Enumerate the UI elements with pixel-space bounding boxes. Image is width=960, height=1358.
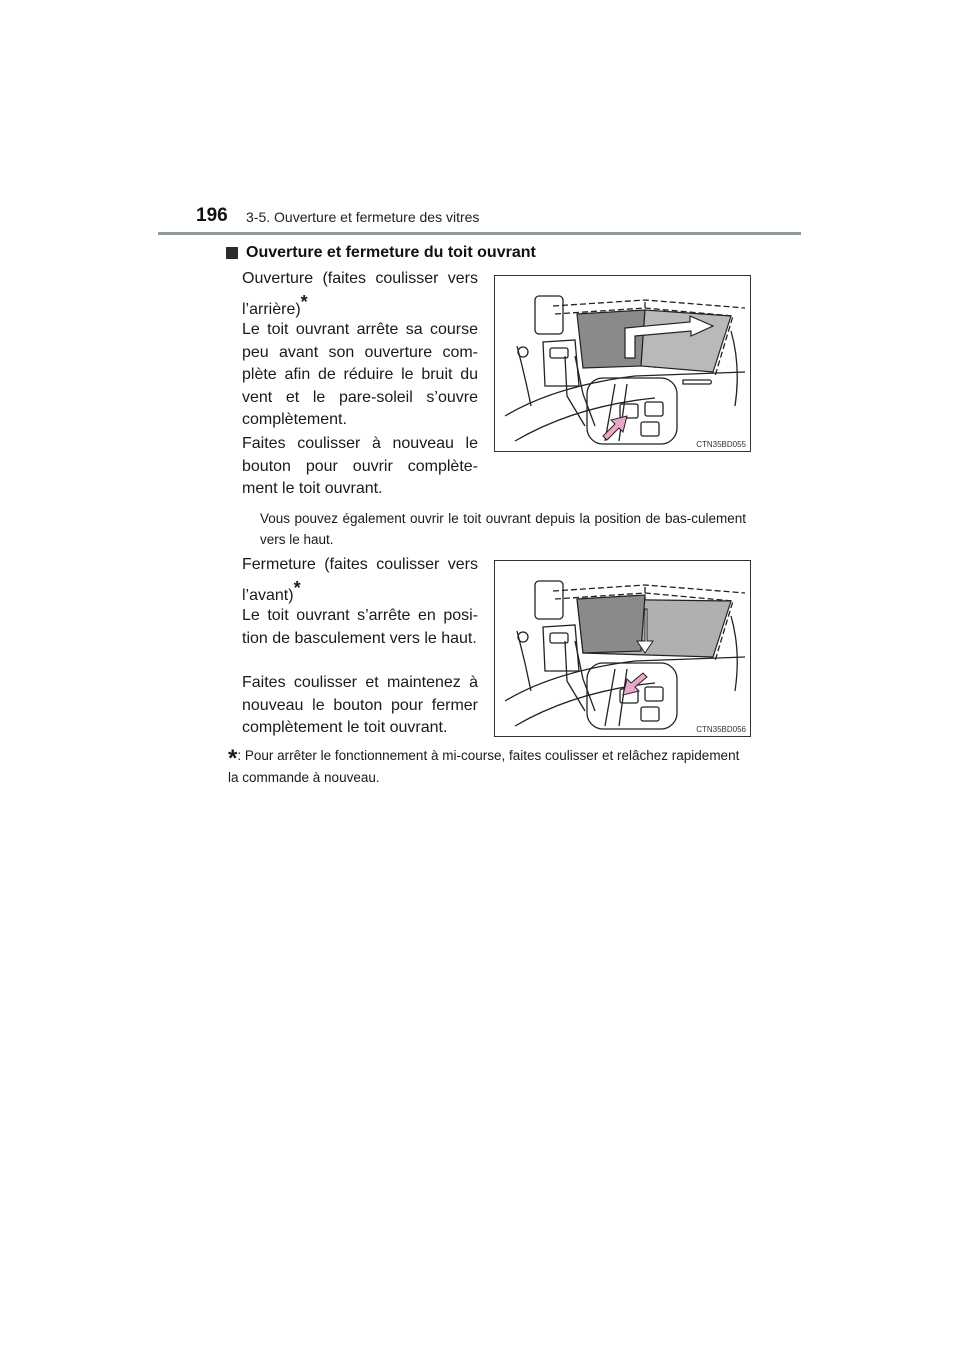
illustration-code: CTN35BD056	[696, 725, 746, 734]
footnote-text: : Pour arrêter le fonctionnement à mi-course, faites coulisser et relâchez rapidement la commande à nouveau.	[228, 748, 740, 785]
header-rule	[158, 232, 801, 235]
opening-title-text: Ouverture (faites coulisser vers l’arrière)	[242, 270, 478, 318]
closing-title	[242, 554, 478, 607]
opening-instruction: Faites coulisser à nouveau le bouton pour ouvrir complète-ment le toit ouvrant.	[242, 435, 478, 497]
sunroof-close-drawing	[495, 561, 750, 736]
opening-title	[242, 268, 478, 321]
square-bullet-icon	[226, 247, 238, 259]
closing-title-text: Fermeture (faites coulisser vers l’avant)	[242, 556, 478, 604]
illustration-code: CTN35BD055	[696, 440, 746, 449]
opening-note: Vous pouvez également ouvrir le toit ouvrant depuis la position de bas-culement vers le haut.	[260, 511, 746, 547]
footnote	[228, 746, 746, 787]
closing-instruction: Faites coulisser et maintenez à nouveau le bouton pour fermer complètement le toit ouvrant.	[242, 674, 478, 736]
sunroof-open-drawing	[495, 276, 750, 451]
sunroof-close-illustration	[494, 560, 751, 737]
closing-title-asterisk: *	[293, 577, 301, 598]
opening-description: Le toit ouvrant arrête sa course peu avant son ouverture com-plète afin de réduire le bruit du vent et le pare-soleil s’ouvre complètement.	[242, 321, 478, 428]
sunroof-open-illustration	[494, 275, 751, 452]
closing-description: Le toit ouvrant s’arrête en posi-tion de basculement vers le haut.	[242, 607, 478, 647]
opening-title-asterisk: *	[300, 291, 308, 312]
footnote-marker: *	[228, 745, 238, 772]
section-heading	[224, 244, 536, 262]
section-heading-text: Ouverture et fermeture du toit ouvrant	[246, 244, 536, 261]
page-number: 196	[196, 205, 228, 226]
chapter-title: 3-5. Ouverture et fermeture des vitres	[246, 209, 480, 225]
